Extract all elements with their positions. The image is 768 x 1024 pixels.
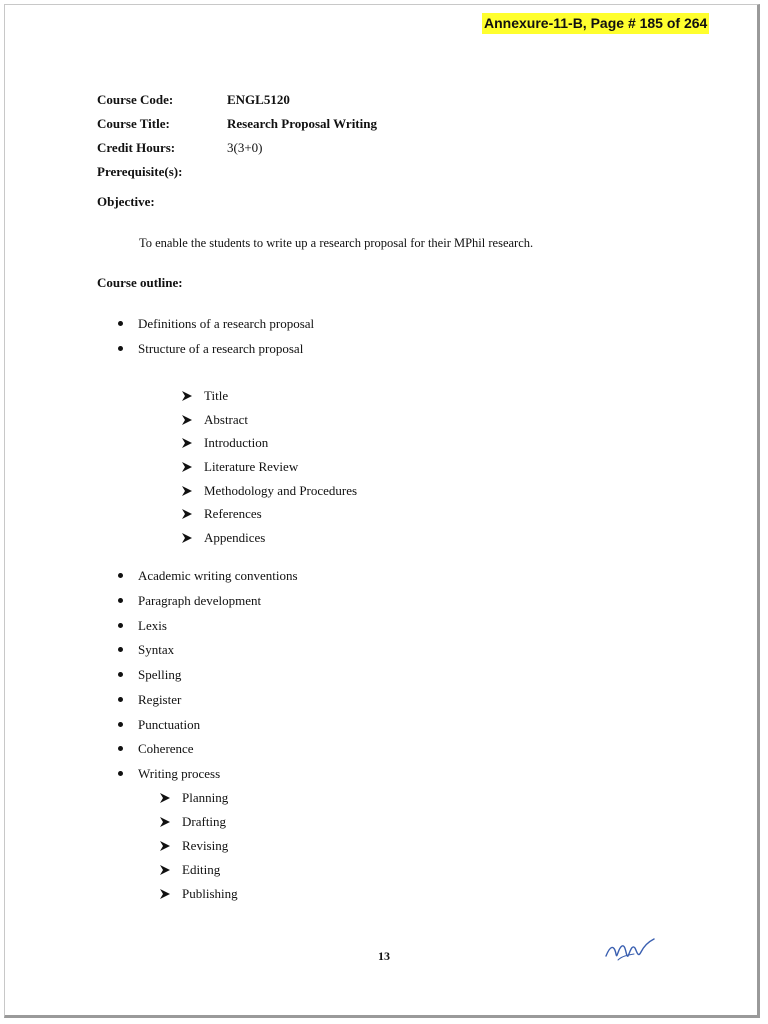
credit-hours-label: Credit Hours:: [97, 140, 176, 155]
sub-item-label: Literature Review: [204, 459, 299, 474]
sub-item-label: Revising: [182, 838, 229, 853]
sub-item-label: Planning: [182, 790, 229, 805]
page-number: 13: [378, 949, 390, 963]
sub-item-label: Title: [204, 388, 229, 403]
course-outline-heading: Course outline:: [97, 275, 183, 290]
objective-heading: Objective:: [97, 194, 155, 209]
arrowhead-icon: [160, 793, 170, 803]
sub-item-label: Abstract: [204, 412, 249, 427]
arrowhead-icon: [182, 486, 192, 496]
bullet-label: Spelling: [138, 667, 182, 682]
bullet-label: Coherence: [138, 741, 194, 756]
course-title-value: Research Proposal Writing: [227, 116, 377, 131]
bullet-dot-icon: [118, 672, 123, 677]
bullet-label: Structure of a research proposal: [138, 341, 304, 356]
bullet-label: Definitions of a research proposal: [138, 316, 315, 331]
signature-mark: [604, 936, 656, 964]
bullet-label: Lexis: [138, 618, 167, 633]
course-code-value: ENGL5120: [227, 92, 290, 107]
bullet-label: Writing process: [138, 766, 221, 781]
sub-item-label: References: [204, 506, 262, 521]
prerequisites-label: Prerequisite(s):: [97, 164, 183, 179]
bullet-dot-icon: [118, 746, 123, 751]
arrowhead-icon: [182, 533, 192, 543]
arrowhead-icon: [182, 462, 192, 472]
arrowhead-icon: [160, 889, 170, 899]
arrowhead-icon: [160, 817, 170, 827]
bullet-dot-icon: [118, 598, 123, 603]
arrowhead-icon: [182, 415, 192, 425]
bullet-dot-icon: [118, 573, 123, 578]
sub-item-label: Drafting: [182, 814, 227, 829]
bullet-dot-icon: [118, 623, 123, 628]
sub-item-label: Publishing: [182, 886, 238, 901]
bullet-dot-icon: [118, 647, 123, 652]
arrowhead-icon: [182, 391, 192, 401]
course-title-label: Course Title:: [97, 116, 170, 131]
sub-item-label: Editing: [182, 862, 221, 877]
sub-item-label: Methodology and Procedures: [204, 483, 358, 498]
arrowhead-icon: [182, 438, 192, 448]
bullet-label: Paragraph development: [138, 593, 262, 608]
annexure-page-reference: Annexure-11-B, Page # 185 of 264: [482, 13, 709, 34]
arrowhead-icon: [182, 509, 192, 519]
sub-item-label: Introduction: [204, 435, 269, 450]
bullet-dot-icon: [118, 346, 123, 351]
objective-text: To enable the students to write up a research proposal for their MPhil research.: [139, 236, 534, 250]
bullet-dot-icon: [118, 722, 123, 727]
bullet-dot-icon: [118, 321, 123, 326]
arrowhead-icon: [160, 841, 170, 851]
bullet-dot-icon: [118, 697, 123, 702]
bullet-label: Academic writing conventions: [138, 568, 298, 583]
bullet-dot-icon: [118, 771, 123, 776]
credit-hours-value: 3(3+0): [227, 140, 263, 155]
course-code-label: Course Code:: [97, 92, 174, 107]
bullet-label: Register: [138, 692, 182, 707]
arrowhead-icon: [160, 865, 170, 875]
bullet-label: Syntax: [138, 642, 175, 657]
sub-item-label: Appendices: [204, 530, 266, 545]
bullet-label: Punctuation: [138, 717, 201, 732]
